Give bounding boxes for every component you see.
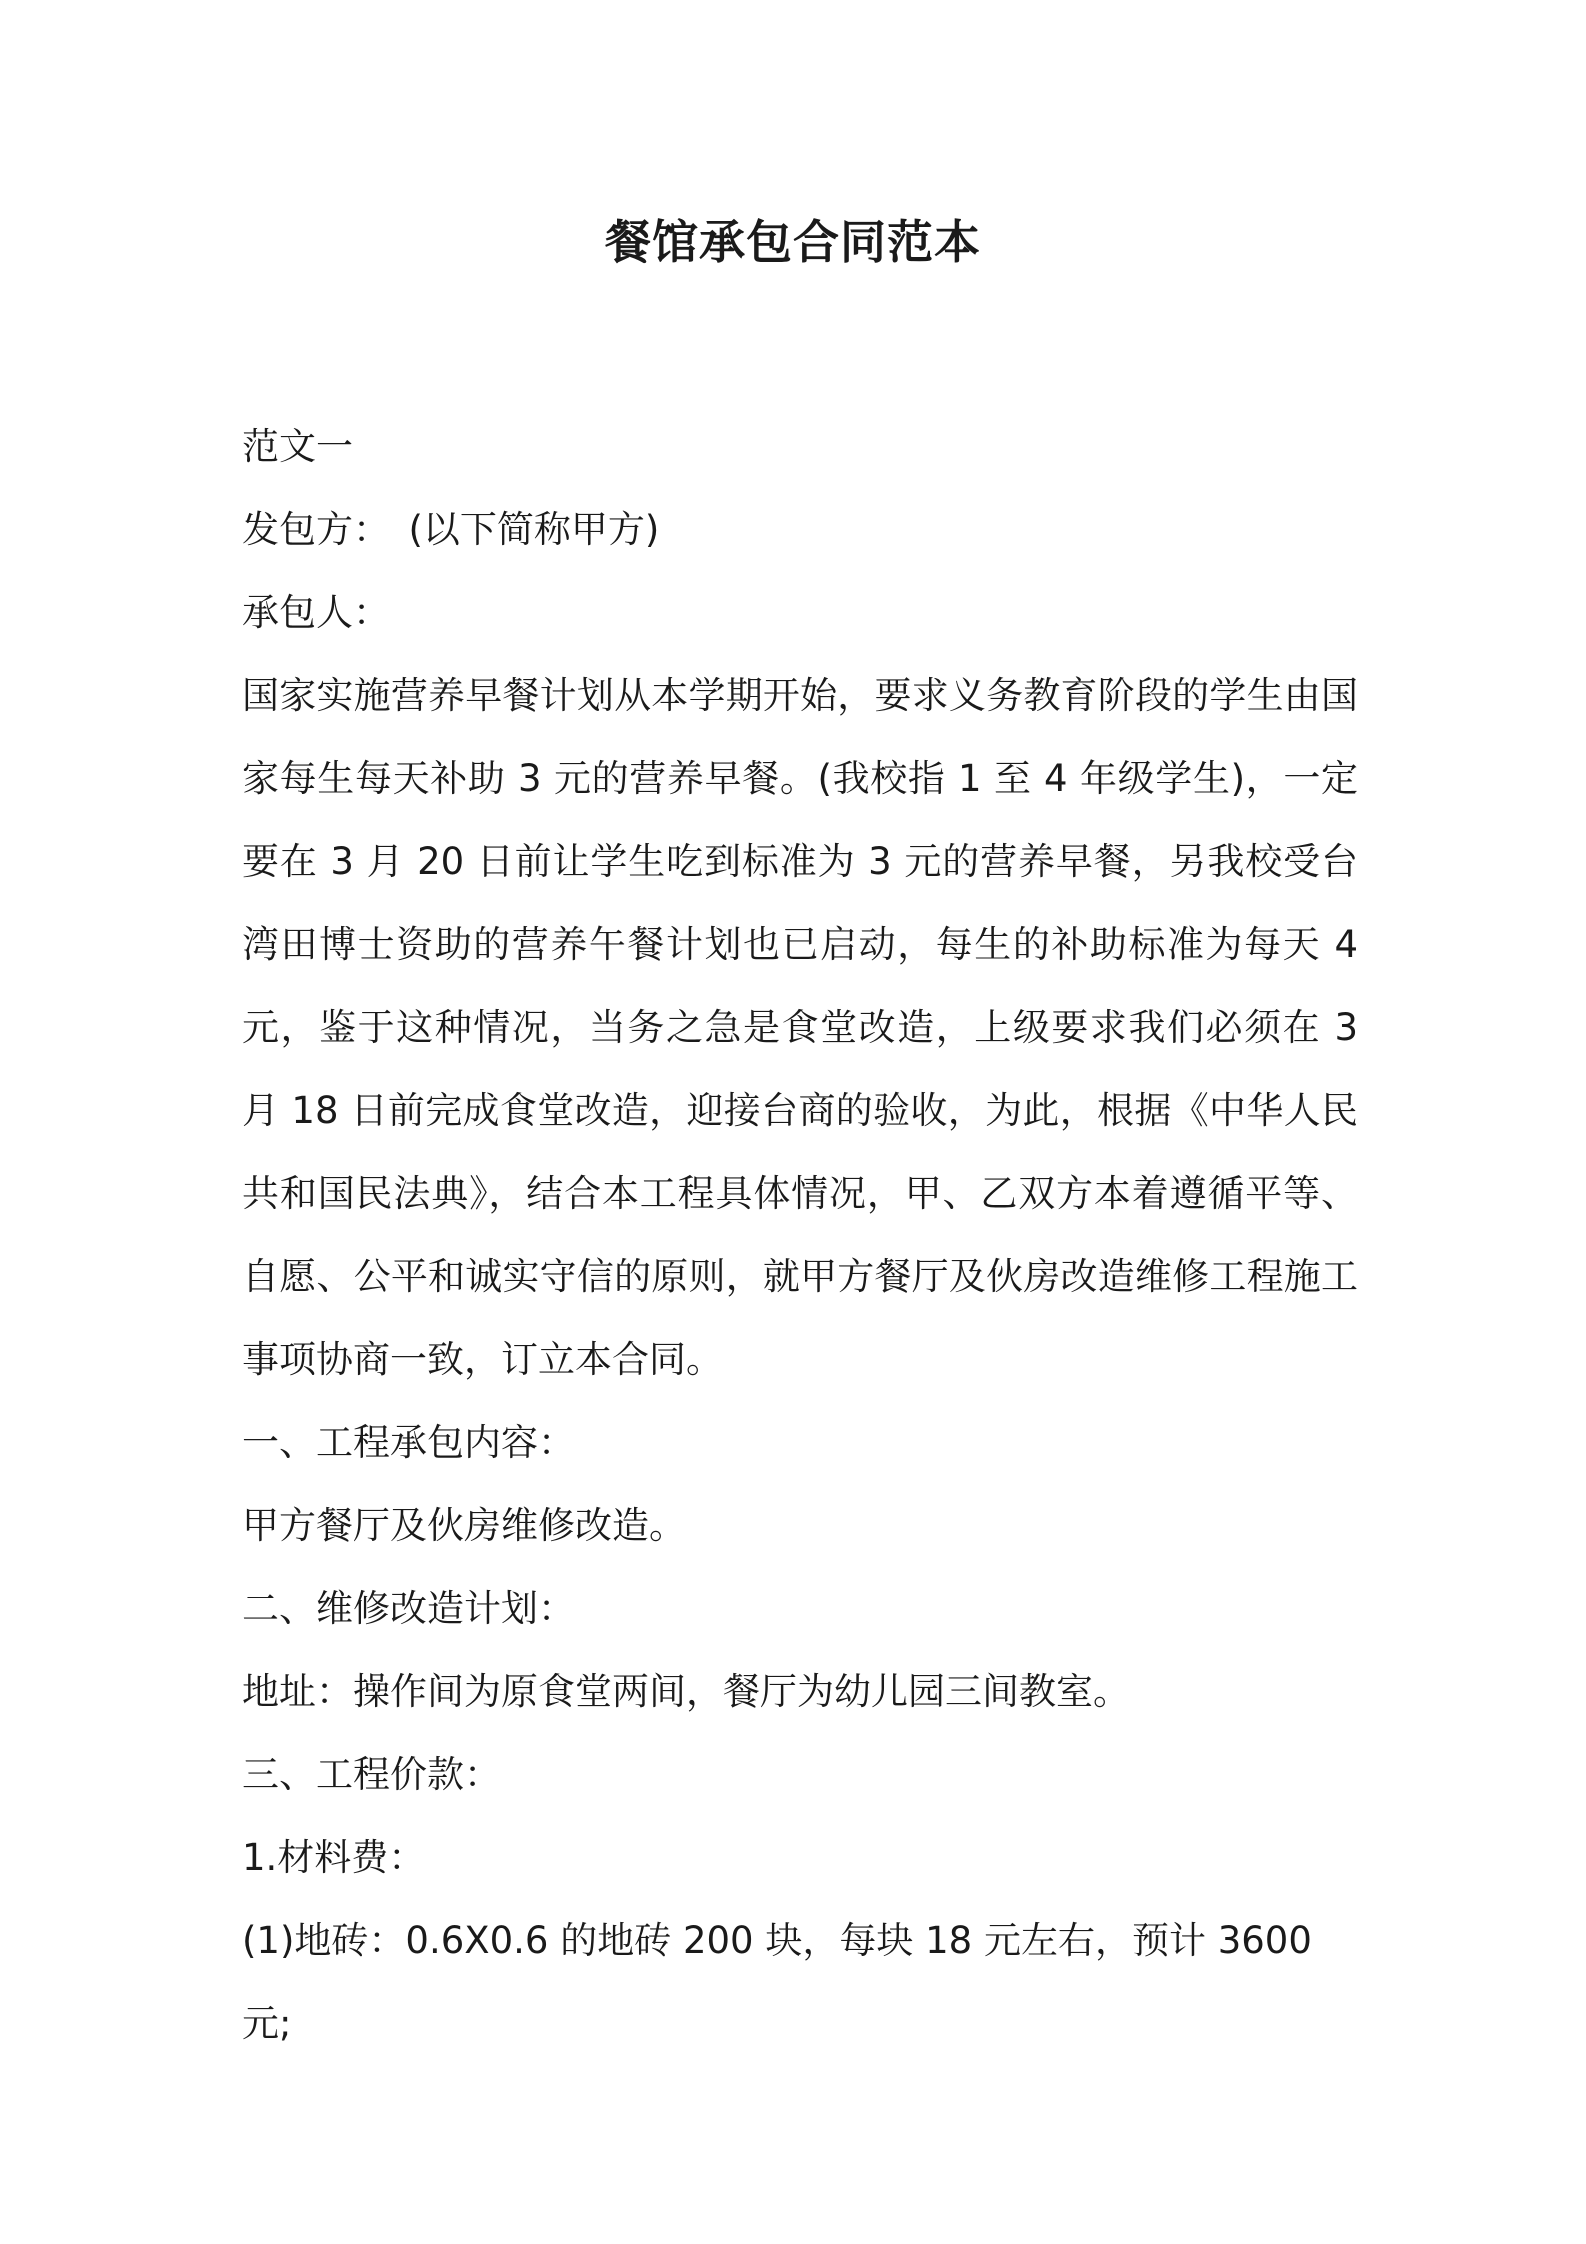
party-a-line: 发包方： (以下简称甲方) — [242, 508, 660, 551]
section-2-content: 地址：操作间为原食堂两间，餐厅为幼儿园三间教室。 — [242, 1670, 1130, 1713]
sample-label: 范文一 — [242, 425, 353, 468]
document-body — [242, 405, 1358, 2065]
section-1-heading: 一、工程承包内容： — [242, 1421, 575, 1464]
section-3-heading: 三、工程价款： — [242, 1753, 501, 1796]
section-3-item-1-1: (1)地砖：0.6X0.6 的地砖 200 块，每块 18 元左右，预计 3600 元; — [242, 1919, 1312, 2045]
section-1-content: 甲方餐厅及伙房维修改造。 — [242, 1504, 686, 1547]
document-title: 餐馆承包合同范本 — [605, 215, 981, 269]
section-3-item-1: 1.材料费： — [242, 1836, 426, 1879]
section-2-heading: 二、维修改造计划： — [242, 1587, 575, 1630]
party-b-line: 承包人： — [242, 591, 390, 634]
intro-paragraph: 国家实施营养早餐计划从本学期开始，要求义务教育阶段的学生由国家每生每天补助 3 元的营养早餐。(我校指 1 至 4 年级学生)，一定要在 3 月 20 日前让学生吃到标准为 3 元的营养早餐，另我校受台湾田博士资助的营养午餐计划也已启动，每生的补助标准为每天 4 元，鉴于这种情况，当务之急是食堂改造，上级要求我们必须在 3 月 18 日前完成食堂改造，迎接台商的验收，为此，根据《中华人民共和国民法典》，结合本工程具体情况，甲、乙双方本着遵循平等、自愿、公平和诚实守信的原则，就甲方餐厅及伙房改造维修工程施工事项协商一致，订立本合同。 — [242, 674, 1358, 1381]
